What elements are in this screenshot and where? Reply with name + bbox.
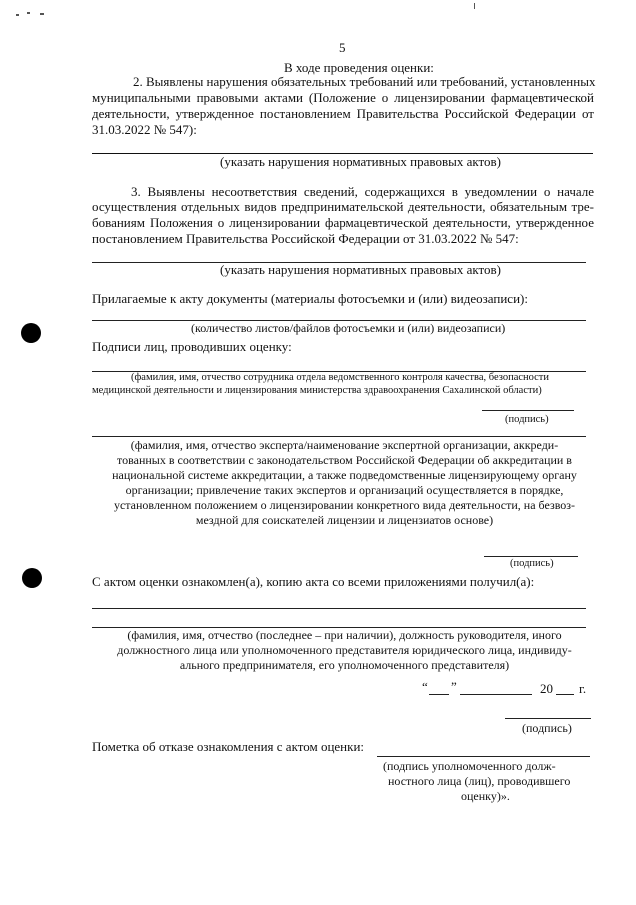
expert-caption-line: национальной системе аккредитации, а также подведомственные лицензирующему органу — [112, 468, 577, 482]
acknowledgement-caption-line: (фамилия, имя, отчество (последнее – при наличии), должность руководителя, иного — [127, 628, 562, 642]
scan-speck — [474, 3, 475, 9]
section-heading: В ходе проведения оценки: — [284, 60, 434, 75]
refusal-label: Пометка об отказе ознакомления с актом оценки: — [92, 739, 365, 754]
expert-caption-line: организации; привлечение таких экспертов и организаций осуществляется в порядке, — [125, 483, 564, 497]
scan-speck — [27, 12, 30, 14]
refusal-caption-line: оценку)». — [461, 789, 510, 803]
expert-caption-line: установленном положением о лицензировании конкретного вида деятельности, на безвоз- — [113, 498, 576, 512]
acknowledgement-caption-line: должностного лица или уполномоченного представителя юридического лица, индивиду- — [117, 643, 572, 657]
signature-caption: (подпись) — [522, 721, 572, 735]
date-year-suffix: г. — [579, 681, 587, 696]
fill-in-line[interactable] — [92, 608, 586, 609]
date-open-quote: “ — [422, 679, 428, 694]
acknowledgement-label: С актом оценки ознакомлен(а), копию акта со всеми приложениями получил(а): — [92, 574, 535, 589]
signature-caption: (подпись) — [510, 558, 554, 569]
fill-in-line[interactable] — [92, 436, 586, 437]
official-caption-line: (фамилия, имя, отчество сотрудника отдела ведомственного контроля качества, безопасности — [131, 372, 550, 383]
date-close-quote: ” — [451, 679, 457, 694]
expert-caption-line: (фамилия, имя, отчество эксперта/наименование экспертной организации, аккреди- — [130, 438, 559, 452]
official-caption-line: медицинской деятельности и лицензирования министерства здравоохранения Сахалинской области) — [92, 385, 542, 396]
signature-line[interactable] — [482, 410, 574, 411]
item2-line: деятельности, утвержденное постановлением Правительства Российской Федерации от — [92, 106, 594, 121]
expert-caption-line: тованных в соответствии с законодательством Российской Федерации об аккредитации в — [117, 453, 572, 467]
punch-hole-mark — [21, 323, 41, 343]
signature-line[interactable] — [377, 756, 590, 757]
expert-caption-line: мездной для соискателей лицензии и лицензиатов основе) — [195, 513, 494, 527]
date-year-line[interactable] — [556, 694, 574, 695]
signature-line[interactable] — [505, 718, 591, 719]
item3-line: 3. Выявлены несоответствия сведений, содержащихся в уведомлении о начале — [131, 184, 594, 199]
item2-line: 2. Выявлены нарушения обязательных требований или требований, установленных — [133, 74, 596, 89]
item3-line: бованиям Положения о лицензировании фармацевтической деятельности, утвержденное — [92, 215, 594, 230]
refusal-caption-line: (подпись уполномоченного долж- — [383, 759, 556, 773]
signature-line[interactable] — [484, 556, 578, 557]
signatures-label: Подписи лиц, проводивших оценку: — [92, 339, 292, 354]
scan-speck — [16, 14, 19, 16]
item3-line: осуществления отдельных видов предпринимательской деятельности, обязательным тре- — [92, 199, 594, 214]
item2-caption: (указать нарушения нормативных правовых актов) — [220, 154, 501, 169]
date-day-line[interactable] — [429, 694, 449, 695]
item3-caption: (указать нарушения нормативных правовых актов) — [220, 262, 501, 277]
item2-line: муниципальными правовыми актами (Положение о лицензировании фармацевтической — [92, 90, 594, 105]
punch-hole-mark — [22, 568, 42, 588]
item2-line: 31.03.2022 № 547): — [92, 122, 197, 137]
attachments-label: Прилагаемые к акту документы (материалы фотосъемки и (или) видеозаписи): — [92, 291, 528, 306]
acknowledgement-caption-line: ального предпринимателя, его уполномоченного представителя) — [179, 658, 510, 672]
signature-caption: (подпись) — [505, 414, 549, 425]
date-year-prefix: 20 — [540, 681, 553, 696]
item3-line: постановлением Правительства Российской Федерации от 31.03.2022 № 547: — [92, 231, 519, 246]
page-number: 5 — [339, 40, 346, 55]
attachments-caption: (количество листов/файлов фотосъемки и (или) видеозаписи) — [191, 321, 506, 335]
date-month-line[interactable] — [460, 694, 532, 695]
refusal-caption-line: ностного лица (лиц), проводившего — [388, 774, 571, 788]
scan-speck — [40, 13, 44, 15]
